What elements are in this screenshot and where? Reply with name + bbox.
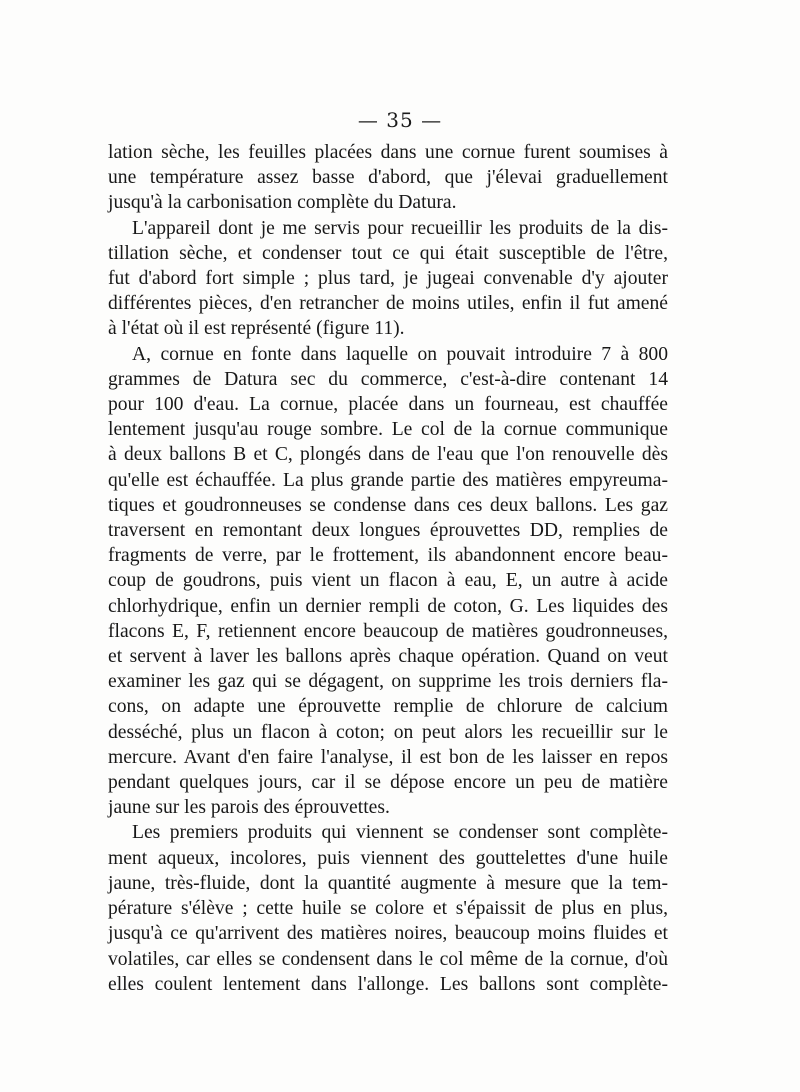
text-line: fragments de verre, par le frottement, ils abandonnent encore beau-	[108, 545, 668, 567]
text-line: pour 100 d'eau. La cornue, placée dans un fourneau, est chauffée	[108, 394, 668, 416]
text-line: une température assez basse d'abord, que j'élevai graduellement	[108, 167, 668, 189]
text-line: chlorhydrique, enfin un dernier rempli de coton, G. Les liquides des	[108, 595, 668, 617]
text-line: L'appareil dont je me servis pour recueillir les produits de la dis-	[132, 217, 668, 239]
text-line: à deux ballons B et C, plongés dans de l'eau que l'on renouvelle dès	[108, 444, 668, 466]
text-line: examiner les gaz qui se dégagent, on supprime les trois derniers fla-	[108, 671, 668, 693]
text-line: tiques et goudronneuses se condense dans ces deux ballons. Les gaz	[108, 494, 668, 516]
text-line: jusqu'à la carbonisation complète du Datura.	[108, 192, 457, 214]
body-text	[108, 140, 668, 997]
text-line: mercure. Avant d'en faire l'analyse, il est bon de les laisser en repos	[108, 746, 668, 768]
text-line: qu'elle est échauffée. La plus grande partie des matières empyreuma-	[108, 469, 668, 491]
text-line: traversent en remontant deux longues éprouvettes DD, remplies de	[108, 520, 668, 542]
text-line: Les premiers produits qui viennent se condenser sont complète-	[132, 822, 668, 844]
text-line: lentement jusqu'au rouge sombre. Le col de la cornue communique	[108, 419, 668, 441]
text-line: et servent à laver les ballons après chaque opération. Quand on veut	[108, 646, 668, 668]
page-number: — 35 —	[357, 108, 443, 132]
text-line: elles coulent lentement dans l'allonge. Les ballons sont complète-	[108, 973, 668, 995]
text-line: à l'état où il est représenté (figure 11).	[108, 318, 405, 340]
text-line: différentes pièces, d'en retrancher de moins utiles, enfin il fut amené	[108, 293, 668, 315]
text-line: flacons E, F, retiennent encore beaucoup de matières goudronneuses,	[108, 620, 668, 642]
text-line: lation sèche, les feuilles placées dans une cornue furent soumises à	[108, 142, 668, 163]
text-line: pendant quelques jours, car il se dépose encore un peu de matière	[108, 772, 668, 794]
text-line: desséché, plus un flacon à coton; on peut alors les recueillir sur le	[108, 721, 668, 743]
text-line: fut d'abord fort simple ; plus tard, je jugeai convenable d'y ajouter	[108, 268, 668, 290]
text-line: coup de goudrons, puis vient un flacon à eau, E, un autre à acide	[108, 570, 668, 592]
text-line: A, cornue en fonte dans laquelle on pouvait introduire 7 à 800	[132, 343, 668, 365]
text-line: cons, on adapte une éprouvette remplie de chlorure de calcium	[108, 696, 668, 718]
text-line: jusqu'à ce qu'arrivent des matières noires, beaucoup moins fluides et	[108, 923, 668, 945]
text-line: jaune, très-fluide, dont la quantité augmente à mesure que la tem-	[108, 872, 668, 894]
text-line: jaune sur les parois des éprouvettes.	[108, 797, 390, 819]
text-line: pérature s'élève ; cette huile se colore et s'épaissit de plus en plus,	[108, 898, 668, 920]
text-line: tillation sèche, et condenser tout ce qui était susceptible de l'être,	[108, 242, 668, 264]
text-line: grammes de Datura sec du commerce, c'est-à-dire contenant 14	[108, 368, 668, 390]
text-line: ment aqueux, incolores, puis viennent des gouttelettes d'une huile	[108, 847, 668, 869]
text-line: volatiles, car elles se condensent dans le col même de la cornue, d'où	[108, 948, 668, 970]
